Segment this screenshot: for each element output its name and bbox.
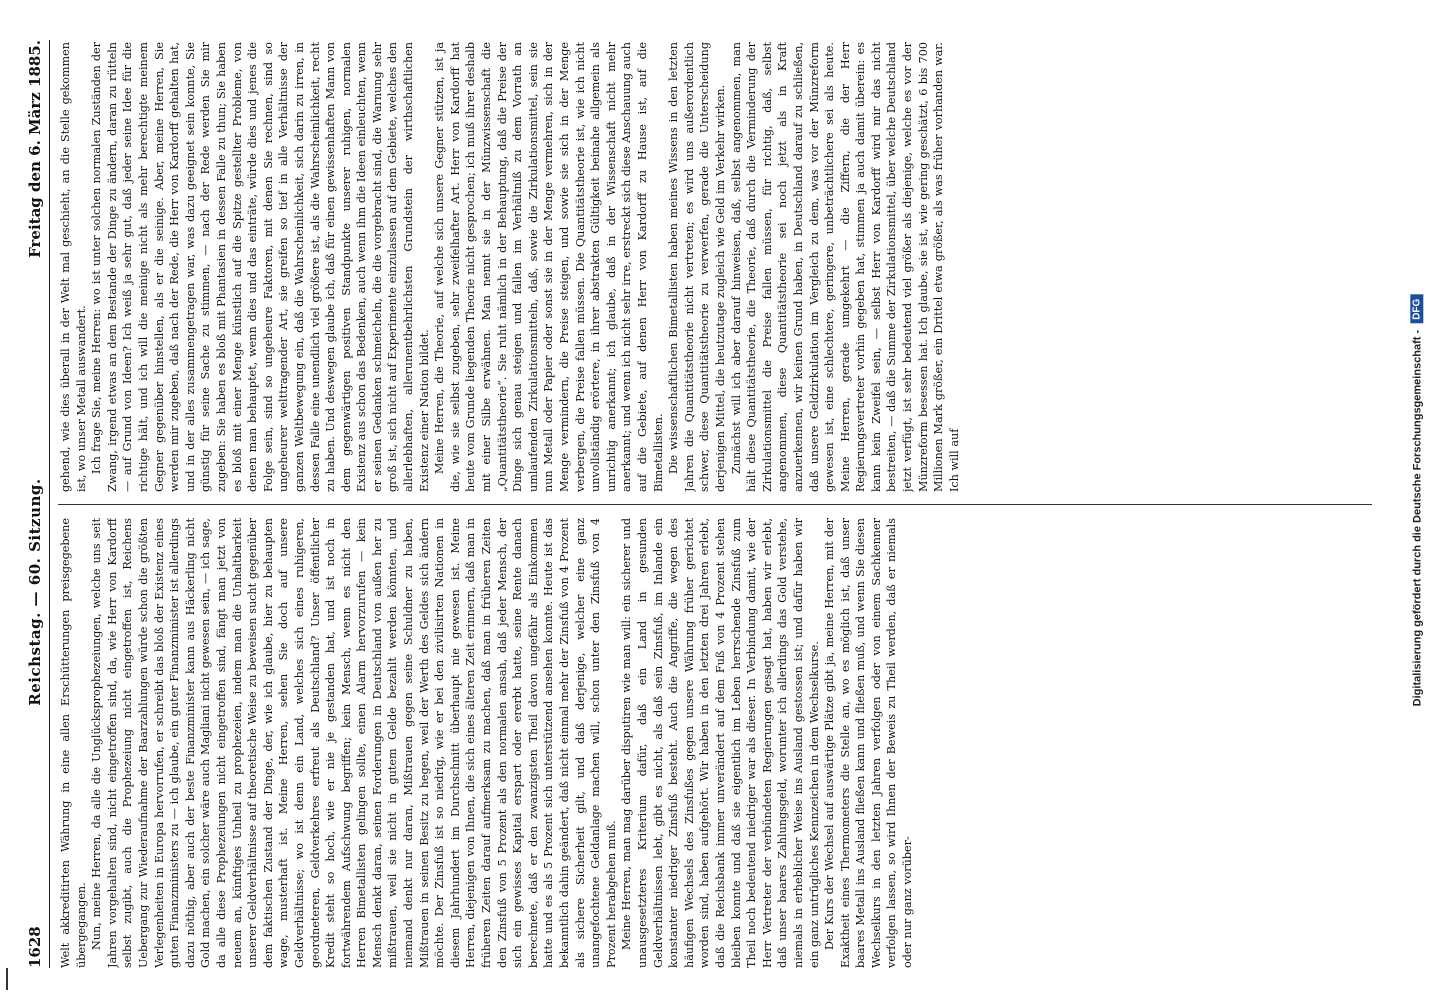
paragraph: Zunächst will ich aber darauf hinweisen, daß, selbst angenommen, man hält diese Quantitätstheorie, die Theorie, daß durch die Verminderung der Zirkulationsmittel die Preise fallen müssen, für richtig, daß, selbst angenommen, diese Quantitätstheorie sei noch jetzt als in Kraft anzuerkennen, wir keinen Grund haben, in Deutschland darauf zu schließen, daß unsere Geldzirkulation im Vergleich zu dem, was vor der Münzreform gewesen ist, eine schlechtere, geringere, unbeträchtlichere sei als heute. Meine Herren, gerade umgekehrt — die Ziffern, die der Herr Regierungsvertreter vorhin gegeben hat, stimmen ja auch damit überein: es kann kein Zweifel sein, — selbst Herr von Kardorff wird mir das nicht bestreiten, — daß die Summe der Zirkulationsmittel, über welche Deutschland jetzt verfügt, ist sehr bedeutend viel größer als diejenige, welche es vor der Münzreform besessen hat. Ich glaube, sie ist, wie gering geschätzt, 6 bis 700 Millionen Mark größer, ein Drittel etwa größer, als was früher vorhanden war. Ich will auf xyxy=(729,42,961,492)
digitization-footer xyxy=(1402,0,1432,1000)
left-column xyxy=(58,518,1372,968)
paragraph: gehend, wie dies überall in der Welt mal geschieht, an die Stelle gekommen ist, wo unser Metall auswandert. xyxy=(59,42,88,492)
digitization-credit: Digitalisierung gefördert durch die Deutsche Forschungsgemeinschaft - xyxy=(1411,329,1423,706)
page-number: 1628 xyxy=(26,926,44,968)
paragraph: Meine Herren, die Theorie, auf welche sich unsere Gegner stützen, ist ja die, wie sie selbst zugeben, sehr zweifelhafter Art. Herr von Kardorff hat heute vom Grunde liegenden Theorie nicht gesprochen; ich muß ihrer deshalb mit einer Silbe erwähnen. Man nennt sie in der Münzwissenschaft die „Quantitätstheorie“. Sie ruht nämlich in der Behauptung, daß die Preise der Dinge sich genau steigen und fallen im Verhältniß zu dem Vorrath an umlaufenden Zirkulationsmitteln, daß, sowie die Zirkulationsmittel, sein sie nun Metall oder Papier oder sonst sie in der Menge vermehren, sich in der Menge vermindern, die Preise steigen, und sowie sie sich in der Menge verbergen, die Preise fallen müssen. Die Quantitätstheorie ist, wie ich nicht unvollständig erörtere, in ihrer abstrakten Gültigkeit beinahe allgemein als unrichtig anerkannt; ich glaube, daß in der Wissenschaft nicht mehr anerkannt; und wenn ich nicht sehr irre, erstreckt sich diese Anschauung auch auf die Gebiete, auf denen Herr von Kardorff zu Hause ist, auf die Bimetallisten. xyxy=(433,42,665,492)
paragraph: Meine Herren, man mag darüber disputiren wie man will: ein sicherer und unausgesetzteres Kriterium dafür, daß ein Land in gesunden Geldverhältnissen lebt, gibt es nicht, als daß sein Zinsfuß, im Inlande ein konstanter niedriger Zinsfuß besteht. Auch die Angriffe, die wegen des häufigen Wechsels des Zinsfußes gegen unsere Währung früher gerichtet worden sind, haben aufgehört. Wir haben in den letzten drei Jahren erlebt, daß die Reichsbank immer unverändert auf dem Fuß von 4 Prozent stehen bleiben konnte und daß sie eigentlich im Leben herrschende Zinsfuß zum Theil noch bedeutend niedriger war als dieser. In Verbindung damit, wie der Herr Vertreter der verbündeten Regierungen gesagt hat, haben wir erlebt, daß unser baares Zahlungsgeld, worunter ich allerdings das Gold verstehe, niemals in erheblicher Weise ins Ausland gestossen ist; und dafür haben wir ein ganz untrügliches Kennzeichen in dem Wechselkurse. xyxy=(620,518,821,968)
scan-mark xyxy=(6,968,8,990)
paragraph: Die wissenschaftlichen Bimetallisten haben meines Wissens in den letzten Jahren die Quantitätstheorie nicht vertreten; es wird uns außerordentlich schwer, diese Quantitätstheorie zu verwerfen, gerade die Unterscheidung derjenigen Mittel, die heutzutage zugleich wie Geld im Verkehr wirken. xyxy=(667,42,727,492)
page-header xyxy=(22,40,48,968)
paragraph: Welt akkreditirten Währung in eine allen Erschütterungen preisgegebene übergegangen. xyxy=(59,518,88,968)
page-title: Reichstag. — 60. Sitzung. xyxy=(26,478,44,706)
dfg-logo: DFG xyxy=(1411,294,1424,323)
paragraph: Ich frage Sie, meine Herren: wo ist unter solchen normalen Zuständen der Zwang, irgend etwas an dem Bestande der Dinge zu ändern, daran zu rütteln — auf Grund von Ideen? Ich weiß ja sehr gut, daß jeder seine Idee für die richtige hält, und ich will die meinige nicht als mehr berechtigte meinem Gegner gegenüber hinstellen, als er die seinige. Aber, meine Herren, Sie werden mir zugeben, daß nach der Rede, die Herr von Kardorff gehalten hat, und in der alles zusammengetragen war, was dazu geeignet sein konnte, Sie günstig für seine Sache zu stimmen, — nach der Rede werden Sie mir zugeben: Sie haben es bloß mit Phantasien in dessen Falle zu thun; Sie haben es bloß mit einer Menge künstlich auf die Spitze gestellter Probleme, von denen man behauptet, wenn dies und das einträte, würde dies und jenes die Folge sein, sind so ungeheure Faktoren, mit denen Sie rechnen, sind so ungeheurer welttragender Art, sie greifen so tief in alle Verhältnisse der ganzen Weltbewegung ein, daß die Wahrscheinlichkeit, sich darin zu irren, in dessen Falle eine unendlich viel größere ist, als die Wahrscheinlichkeit, recht zu haben. Und deswegen glaube ich, daß für einen gewissenhaften Mann von dem gegenwärtigen positiven Standpunkte unserer ruhigen, normalen Existenz aus schon das Bedenken, auch wenn ihm die Ideen einleuchten, wenn er seinen Gedanken schmeicheln, die die vorgebracht sind, die Warnung sehr groß ist, sich nicht auf Experimente einzulassen auf dem Gebiete, welches den allerlebhaften, allerunentbehrlichsten Grundstein der wirthschaftlichen Existenz einer Nation bildet. xyxy=(90,42,431,492)
column-divider xyxy=(58,504,1372,505)
paragraph: Nun, meine Herren, da alle die Unglücksprophezeiungen, welche uns seit Jahren vorgehalten sind, nicht eingetroffen sind, da, wie Herr von Kardorff selbst zugibt, auch die Prophezeiung nicht eingetroffen ist, Reichens Uebergang zur Wiederaufnahme der Baarzahlungen würde schon die größten Verlegenheiten in Europa hervorrufen, er schreibt das bloß der Existenz eines guten Finanzministers zu — ich glaube, ein guter Finanzminister ist allerdings dazu nöthig, aber auch der beste Finanzminister kann aus Häckerling nicht Gold machen, ein solcher wäre auch Magliani nicht gewesen sein, — ich sage, da alle diese Prophezeiungen nicht eingetroffen sind, fängt man jetzt von neuem an, künftiges Unheil zu prophezeien, indem man die Unhaltbarkeit unserer Geldverhältnisse auf theoretische Weise zu beweisen sucht gegenüber dem faktischen Zustand der Dinge, der, wie ich glaube, hier zu behaupten wage, musterhaft ist. Meine Herren, sehen Sie doch auf unsere Geldverhältnisse; wo ist denn ein Land, welches sich eines ruhigeren, geordneteren, Geldverkehres erfreut als Deutschland? Unser öffentlicher Kredit steht so hoch, wie er nie je gestanden hat, und ist noch in fortwährendem Aufschwung begriffen; kein Mensch, wenn es nicht den Herren Bimetallisten gelingen sollte, einen Alarm hervorzurufen — kein Mensch denkt daran, seinen Forderungen in Deutschland von außen her zu mißtrauen, weil sie nicht in gutem Gelde bezahlt werden könnten, und niemand denkt nur daran, Mißtrauen gegen seine Schuldner zu haben, Mißtrauen in seinen Besitz zu hegen, weil der Werth des Geldes sich ändern möchte. Der Zinsfuß ist so niedrig, wie er bei den zivilisirten Nationen in diesem Jahrhundert im Durchschnitt überhaupt nie gewesen ist. Meine Herren, diejenigen von Ihnen, die sich eines älteren Zeit erinnern, daß man in früheren Zeiten darauf aufmerksam zu machen, daß man in früheren Zeiten den Zinsfuß von 5 Prozent als den normalen ansah, daß jeder Mensch, der sich ein gewisses Kapital erspart oder ererbt hatte, seine Rente danach berechnete, daß er den zwanzigsten Theil davon ungefähr als Einkommen hatte und es als 5 Prozent sich unterstützend ansehen konnte. Heute ist das bekanntlich dahin geändert, daß nicht einmal mehr der Zinsfuß von 4 Prozent als sichere Sicherheit gilt, und daß derjenige, welcher eine ganz unangefochtene Geldanlage machen will, schon unter den Zinsfuß von 4 Prozent herabgehen muß. xyxy=(90,518,618,968)
session-date: Freitag den 6. März 1885. xyxy=(26,40,44,258)
paragraph: Der Kurs der Wechsel auf auswärtige Plätze gibt ja, meine Herren, mit der Exaktheit eines Thermometers die Stelle an, wo es möglich ist, daß unser baares Metall ins Ausland fließen kann und fließen muß, und wenn Sie diesen Wechselkurs in den letzten Jahren verfolgen oder von einem Sachkenner verfolgen lassen, so wird Ihnen der Beweis zu Theil werden, daß er niemals oder nur ganz vorüber- xyxy=(823,518,915,968)
right-column xyxy=(58,42,1372,492)
header-rule xyxy=(49,40,50,968)
